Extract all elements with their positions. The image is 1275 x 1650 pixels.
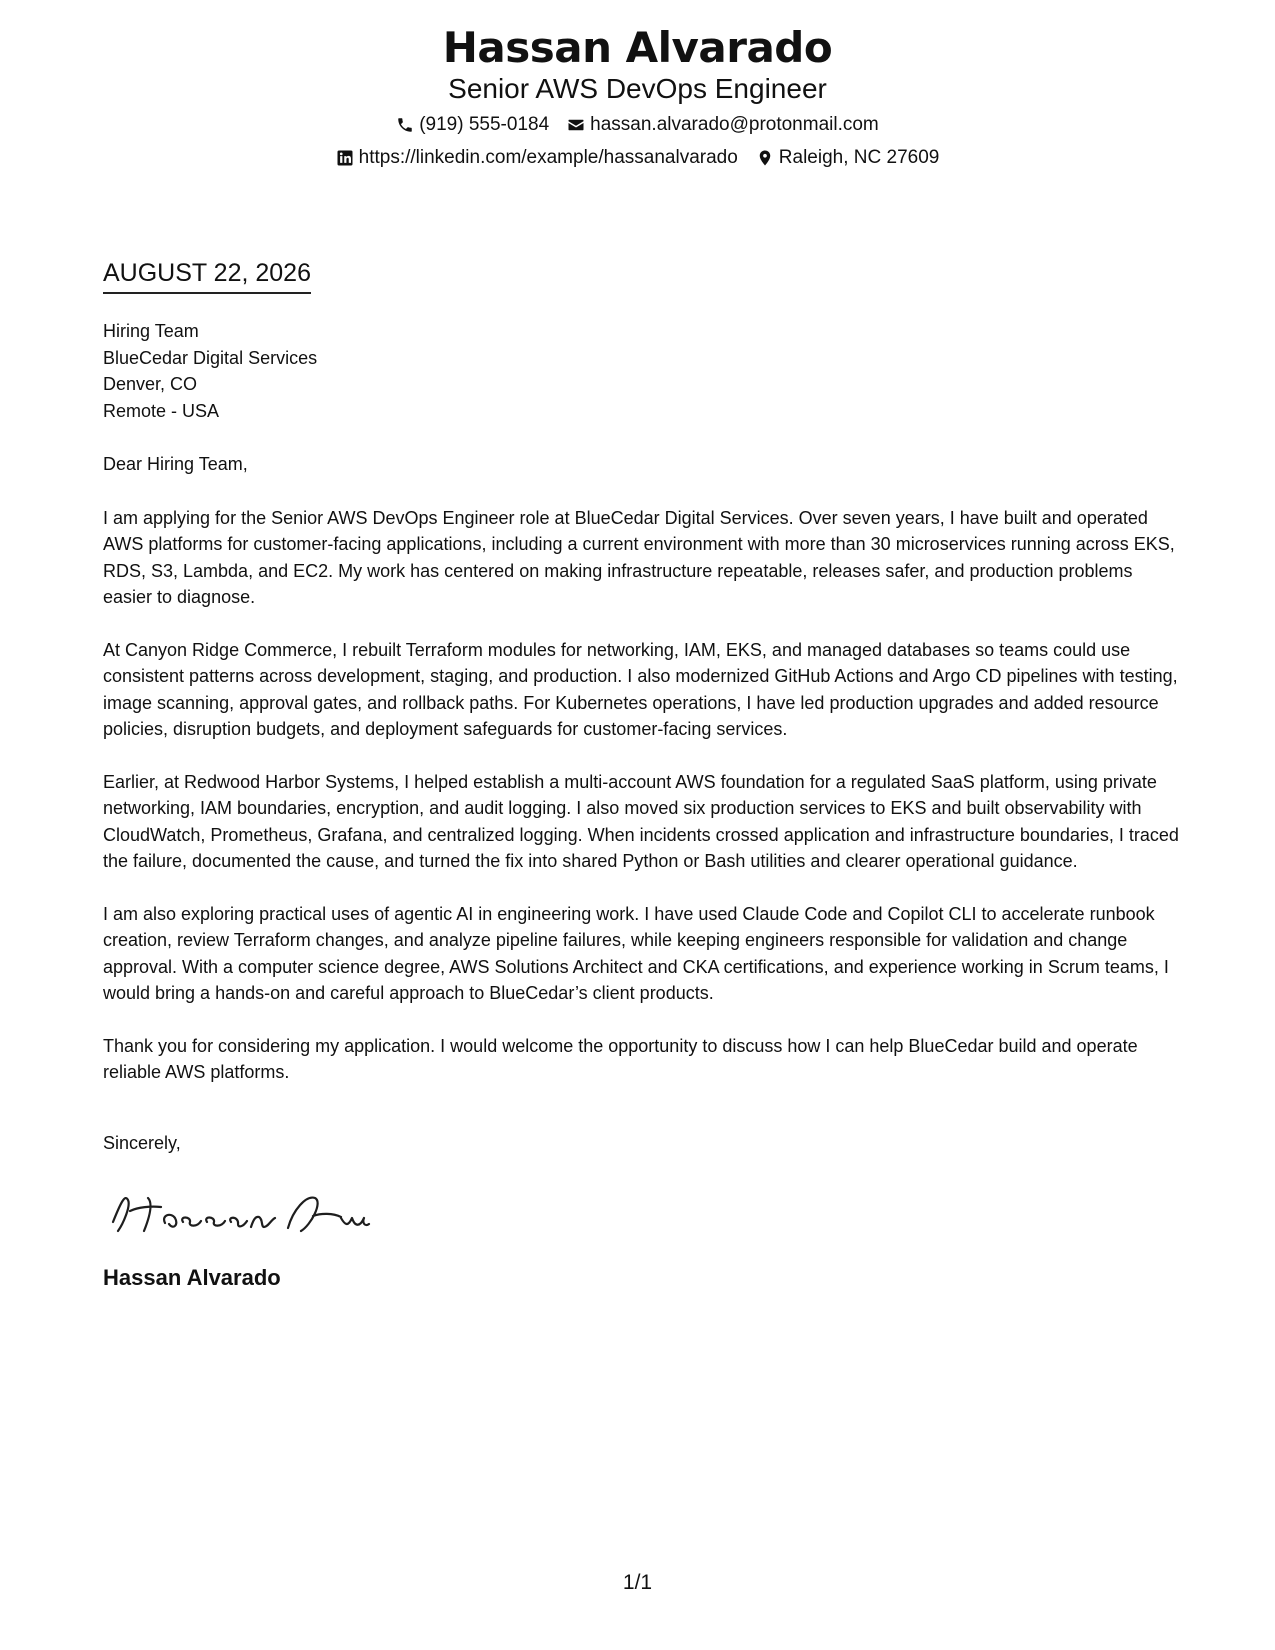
- applicant-name: Hassan Alvarado: [442, 23, 833, 72]
- contact-line-secondary: [0, 146, 1275, 170]
- body-paragraph: Thank you for considering my application. I would welcome the opportunity to discuss how I can help BlueCedar build and operate reliable AWS platforms.: [103, 1035, 1138, 1082]
- phone-number: (919) 555-0184: [419, 114, 550, 135]
- linkedin-icon: [336, 149, 354, 167]
- recipient-block: [103, 318, 1183, 424]
- body-paragraph: I am also exploring practical uses of agentic AI in engineering work. I have used Claude Code and Copilot CLI to accelerate runbook creation, review Terraform changes, and analyze pipeline failures, while keeping engineers responsible for validation and change approval. With a computer science degree, AWS Solutions Architect and CKA certifications, and experience working in Scrum teams, I would bring a hands-on and careful approach to BlueCedar’s client products.: [103, 903, 1169, 1003]
- body-paragraph: Earlier, at Redwood Harbor Systems, I helped establish a multi-account AWS foundation for a regulated SaaS platform, using private networking, IAM boundaries, encryption, and audit logging. I also moved six production services to EKS and built observability with CloudWatch, Prometheus, Grafana, and centralized logging. When incidents crossed application and infrastructure boundaries, I traced the failure, documented the cause, and turned the fix into shared Python or Bash utilities and clearer operational guidance.: [103, 771, 1179, 871]
- body-paragraph: At Canyon Ridge Commerce, I rebuilt Terraform modules for networking, IAM, EKS, and managed databases so teams could use consistent patterns across development, staging, and production. I also modernized GitHub Actions and Argo CD pipelines with testing, image scanning, approval gates, and rollback paths. For Kubernetes operations, I have led production upgrades and added resource policies, disruption budgets, and deployment safeguards for customer-facing services.: [103, 639, 1178, 739]
- phone-contact: [396, 113, 549, 137]
- map-pin-icon: [756, 149, 774, 167]
- recipient-line: Remote - USA: [103, 400, 220, 421]
- greeting: Dear Hiring Team,: [103, 454, 248, 474]
- recipient-line: BlueCedar Digital Services: [103, 347, 318, 368]
- linkedin-contact[interactable]: [336, 146, 738, 170]
- email-address[interactable]: hassan.alvarado@protonmail.com: [590, 114, 879, 135]
- recipient-line: Denver, CO: [103, 374, 198, 394]
- handwritten-signature: [103, 1182, 373, 1244]
- signer-name: Hassan Alvarado: [103, 1265, 281, 1290]
- closing: Sincerely,: [103, 1132, 181, 1153]
- location-text: Raleigh, NC 27609: [778, 147, 940, 168]
- phone-icon: [396, 116, 414, 134]
- contact-line-primary: [0, 113, 1275, 137]
- linkedin-url[interactable]: https://linkedin.com/example/hassanalvarado: [358, 147, 738, 168]
- location-contact: [756, 146, 940, 170]
- page-number: 1/1: [622, 1571, 653, 1594]
- recipient-line: Hiring Team: [103, 321, 199, 341]
- letter-date: AUGUST 22, 2026: [103, 258, 311, 294]
- body-paragraph: I am applying for the Senior AWS DevOps Engineer role at BlueCedar Digital Services. Over seven years, I have built and operated AWS platforms for customer-facing applications, including a current environment with more than 30 microservices running across EKS, RDS, S3, Lambda, and EC2. My work has centered on making infrastructure repeatable, releases safer, and production problems easier to diagnose.: [103, 507, 1175, 607]
- email-contact[interactable]: [567, 113, 879, 137]
- envelope-icon: [567, 116, 585, 134]
- applicant-title: Senior AWS DevOps Engineer: [448, 73, 827, 104]
- letter-body: [103, 318, 1183, 1292]
